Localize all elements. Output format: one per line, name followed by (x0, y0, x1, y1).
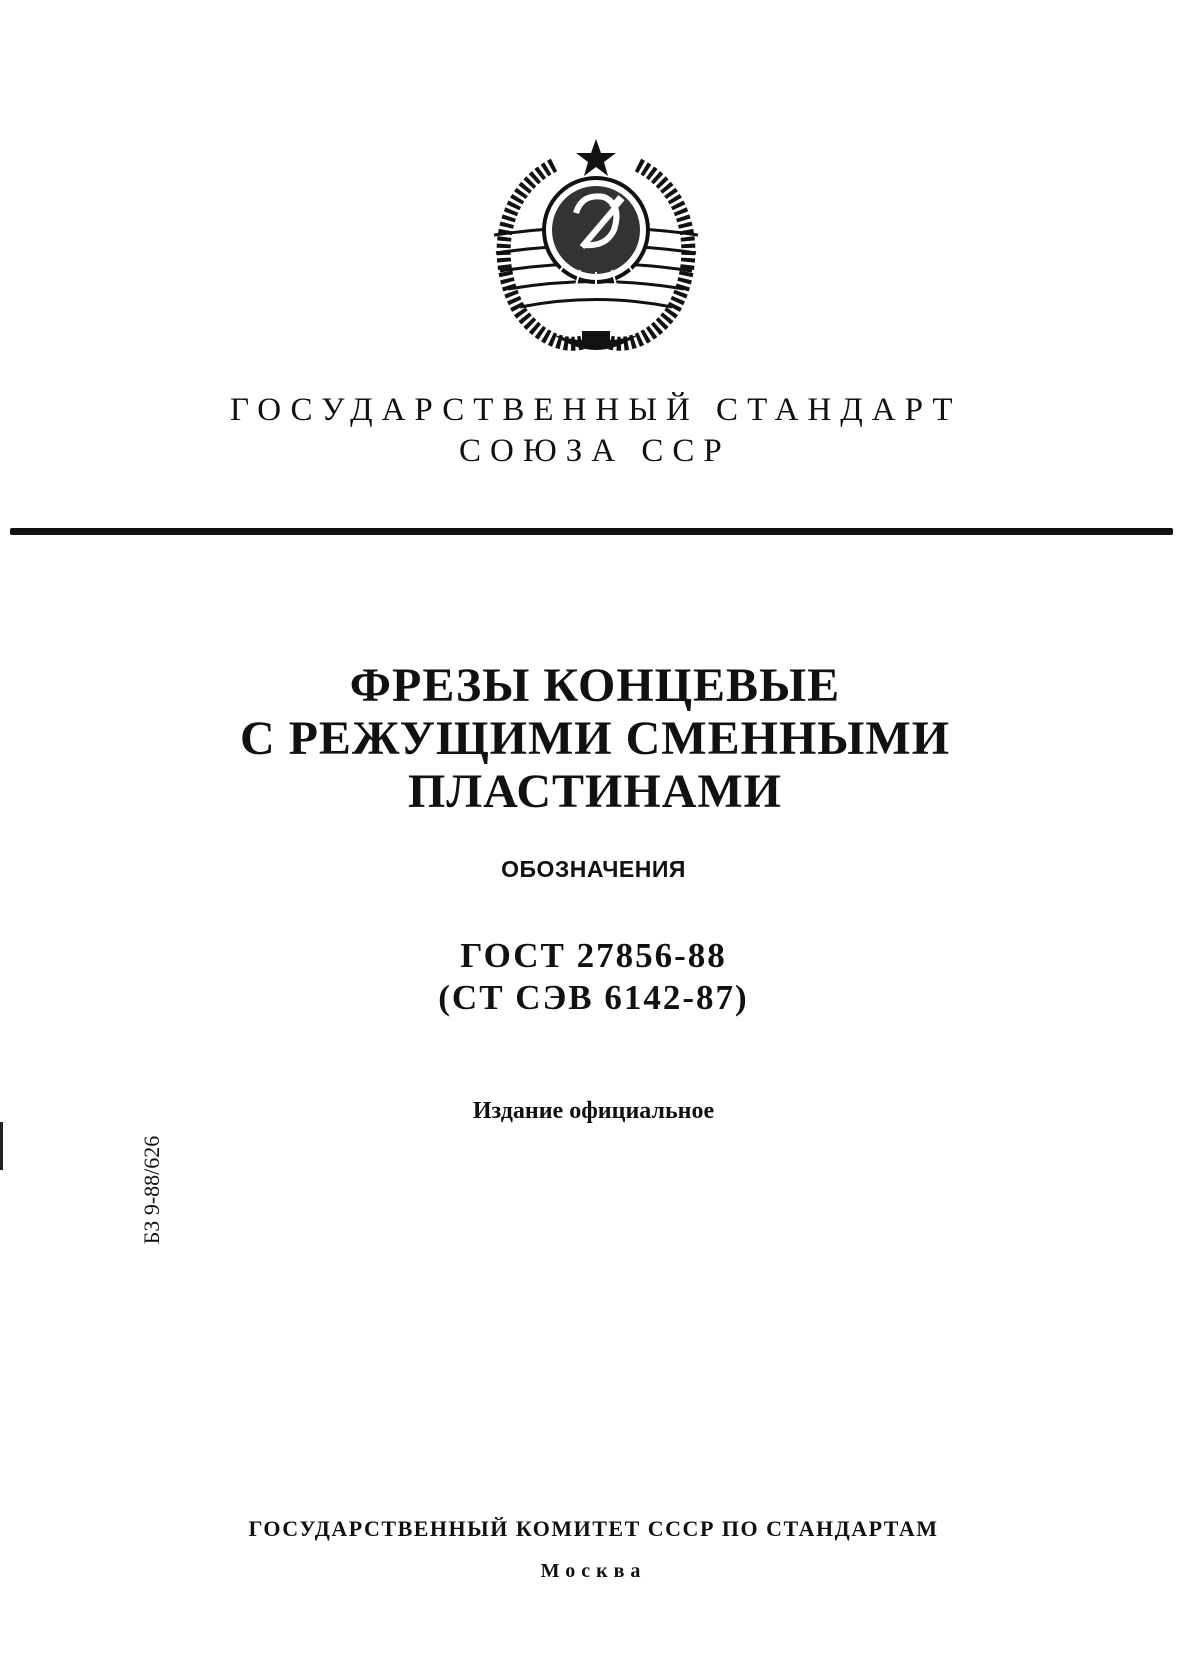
edition-label: Издание официальное (472, 1098, 715, 1124)
document-subtitle: ОБОЗНАЧЕНИЯ (501, 856, 686, 882)
ussr-coat-of-arms-icon (484, 135, 708, 365)
margin-mark (0, 1122, 3, 1170)
title-line-1: ФРЕЗЫ КОНЦЕВЫЕ (349, 659, 841, 712)
header-line-2: СОЮЗА ССР (459, 433, 731, 469)
city: Москва (540, 1560, 647, 1582)
cmea-number: (СТ СЭВ 6142-87) (438, 978, 749, 1017)
publisher: ГОСУДАРСТВЕННЫЙ КОМИТЕТ СССР ПО СТАНДАРТАМ (248, 1516, 939, 1541)
standard-number (0, 935, 1187, 1019)
header-line-1: ГОСУДАРСТВЕННЫЙ СТАНДАРТ (230, 392, 962, 428)
side-code: БЗ 9-88/626 (139, 1135, 164, 1245)
title-line-2: С РЕЖУЩИМИ СМЕННЫМИ (239, 711, 951, 765)
gost-number: ГОСТ 27856-88 (460, 936, 727, 975)
horizontal-rule (10, 528, 1173, 535)
title-line-3: ПЛАСТИНАМИ (407, 764, 783, 818)
document-title (160, 660, 1030, 818)
